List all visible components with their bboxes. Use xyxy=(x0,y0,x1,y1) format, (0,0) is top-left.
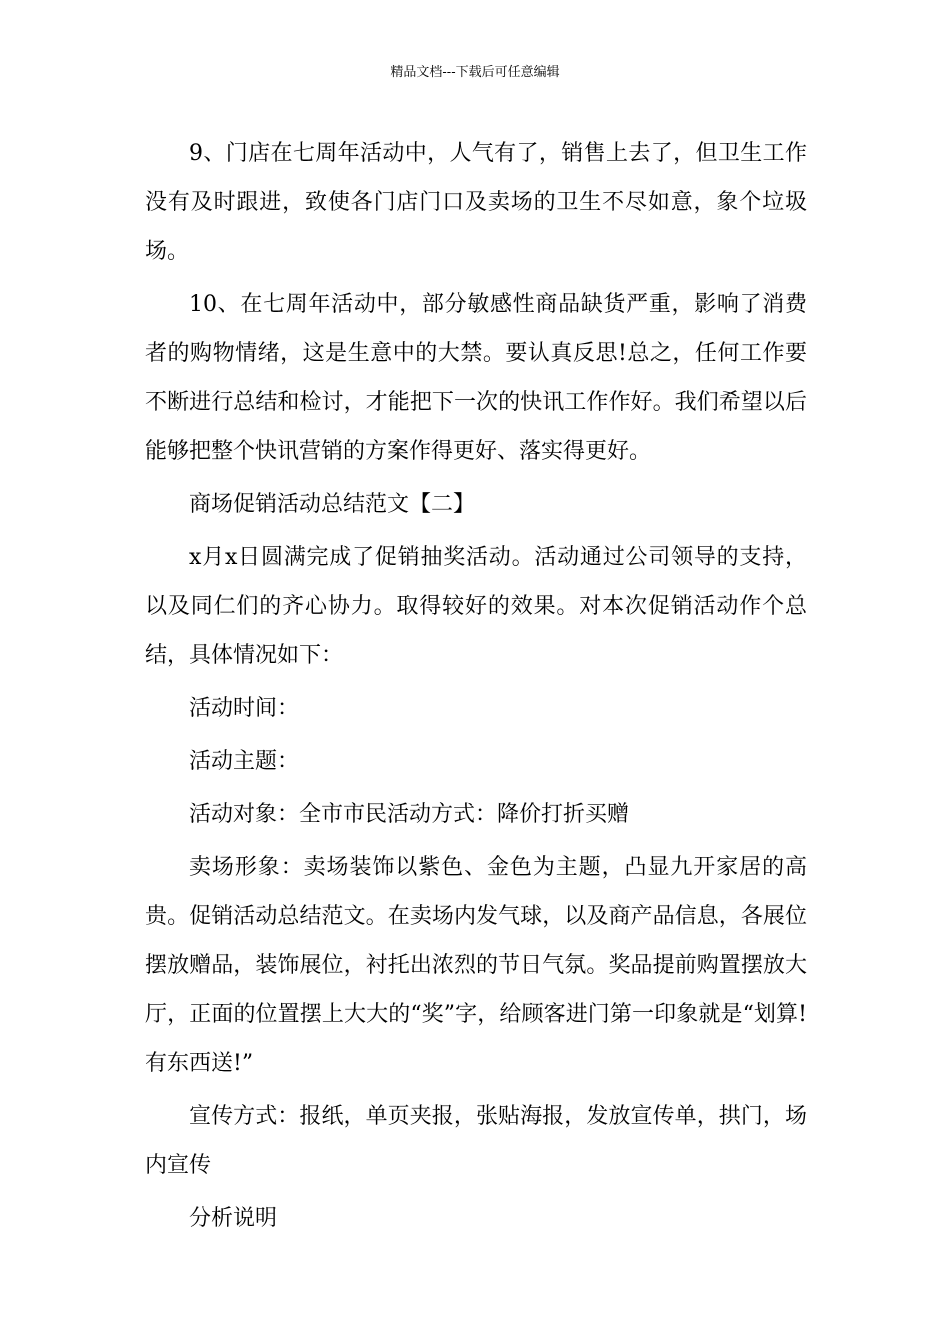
paragraph-item-10: 10、在七周年活动中，部分敏感性商品缺货严重，影响了消费者的购物情绪，这是生意中的大禁。要认真反思!总之，任何工作要不断进行总结和检讨，才能把下一次的快讯工作作好。我们希望以后能够把整个快讯营销的方案作得更好、落实得更好。 xyxy=(145,292,807,464)
paragraph-promotion-method: 宣传方式：报纸，单页夹报，张贴海报，发放宣传单，拱门，场内宣传 xyxy=(145,1104,807,1178)
paragraph-activity-target: 活动对象：全市市民活动方式：降价打折买赠 xyxy=(189,802,630,827)
page-header: 精品文档---下载后可任意编辑 xyxy=(390,65,560,80)
document-body xyxy=(145,129,807,1243)
paragraph-item-9: 9、门店在七周年活动中，人气有了，销售上去了，但卫生工作没有及时跟进，致使各门店门口及卖场的卫生不尽如意，象个垃圾场。 xyxy=(145,141,807,264)
section-heading: 商场促销活动总结范文【二】 xyxy=(189,492,476,517)
paragraph-intro: x月x日圆满完成了促销抽奖活动。活动通过公司领导的支持，以及同仁们的齐心协力。取得较好的效果。对本次促销活动作个总结，具体情况如下： xyxy=(145,545,807,668)
paragraph-store-image: 卖场形象：卖场装饰以紫色、金色为主题，凸显九开家居的高贵。促销活动总结范文。在卖场内发气球，以及商产品信息，各展位摆放赠品，装饰展位，衬托出浓烈的节日气氛。奖品提前购置摆放大厅，正面的位置摆上大大的“奖”字，给顾客进门第一印象就是“划算!有东西送!” xyxy=(145,855,807,1076)
paragraph-activity-time: 活动时间： xyxy=(189,696,300,721)
paragraph-activity-theme: 活动主题： xyxy=(189,749,300,774)
paragraph-analysis: 分析说明 xyxy=(189,1206,278,1231)
